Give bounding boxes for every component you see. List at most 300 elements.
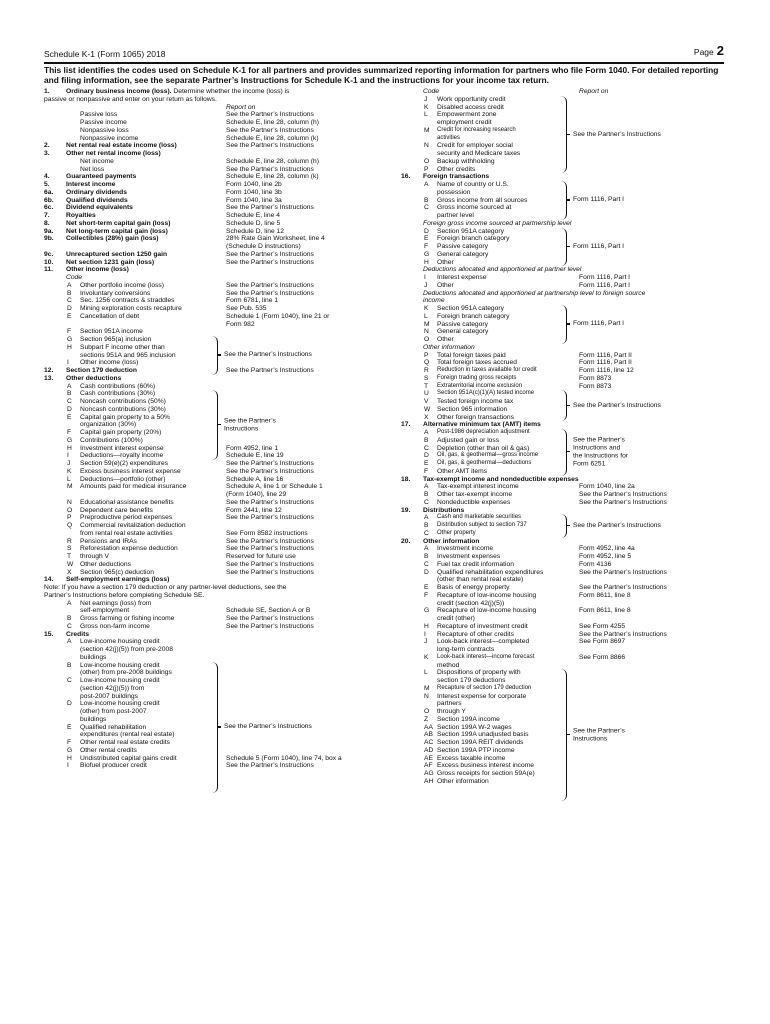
report-on-value: See the Partner’s Instructions [226, 126, 314, 134]
report-on-value: Schedule SE, Section A or B [226, 607, 311, 615]
line-description: Code [66, 274, 82, 281]
code-letter: E [424, 584, 429, 591]
line-description: Passive loss [80, 111, 118, 119]
report-on-value: See the Partner’s Instructions [226, 281, 314, 289]
brace-label-line: See the Partner’s Instructions [224, 351, 312, 359]
line-description: Contributions (100%) [80, 436, 143, 444]
code-letter: T [424, 382, 429, 390]
line-row [44, 654, 374, 662]
line-row [44, 290, 374, 298]
form-title: Schedule K-1 (Form 1065) 2018 [44, 49, 166, 59]
line-description: Net rental real estate income (loss) [66, 142, 177, 150]
line-number: 13. [44, 374, 54, 382]
line-description: Low-income housing credit [80, 661, 160, 669]
code-letter: I [424, 274, 426, 281]
line-description: Credits [66, 630, 90, 638]
line-description: Fuel tax credit information [437, 560, 514, 568]
line-description-note: Determine whether the income (loss) is [171, 88, 290, 95]
line-description: Low-income housing credit [80, 677, 160, 684]
line-description: Other information [423, 343, 475, 351]
report-on-value: See the Partner’s Instructions [226, 622, 314, 630]
brace-label [573, 131, 661, 139]
line-number: 6a. [44, 188, 54, 196]
line-row [401, 352, 731, 360]
line-row [44, 600, 374, 608]
line-row [44, 204, 374, 212]
code-letter: A [424, 429, 429, 436]
line-row [44, 135, 374, 143]
line-description: Net short-term capital gain (loss) [66, 219, 171, 227]
code-letter: F [67, 429, 72, 436]
line-description: Credit for increasing research [437, 126, 516, 133]
line-description: Look-back interest—completed [437, 638, 530, 646]
code-letter: F [67, 739, 72, 746]
line-row [401, 654, 731, 662]
line-description: Empowerment zone [437, 111, 497, 119]
code-letter: C [67, 622, 72, 630]
line-description: Cash and marketable securities [437, 514, 522, 521]
report-on-value: Schedule A, line 16 [226, 475, 284, 483]
line-description: organization (30%) [80, 421, 137, 429]
line-description: Other [437, 336, 454, 343]
line-row [401, 631, 731, 639]
code-letter: E [67, 413, 72, 421]
report-on-value: See the Partner’s Instructions [226, 289, 314, 297]
report-on-value: Schedule E, line 28, column (k) [226, 134, 319, 142]
code-letter: J [67, 460, 71, 467]
line-description: Undistributed capital gains credit [80, 754, 177, 762]
code-letter: D [67, 305, 72, 312]
line-row [44, 313, 374, 321]
right-column [401, 88, 731, 1018]
line-row [44, 607, 374, 615]
line-description: Mining exploration costs recapture [80, 305, 182, 312]
code-letter: C [424, 560, 429, 568]
brace-label [573, 197, 624, 205]
line-row [44, 584, 374, 592]
brace-icon [561, 305, 567, 344]
report-on-value: Form 1040, line 2a [579, 483, 635, 491]
brace-group [561, 390, 731, 421]
code-letter: C [424, 498, 429, 506]
line-row [44, 119, 374, 127]
line-description: Total foreign taxes accrued [437, 359, 517, 367]
line-number: 9c. [44, 250, 54, 258]
line-row [44, 514, 374, 522]
line-description: Net long-term capital gain (loss) [66, 227, 168, 235]
report-on-value: Form 1040, line 3a [226, 196, 282, 204]
line-description: Post-1986 depreciation adjustment [437, 429, 530, 435]
brace-label-line: See the Partner’s [573, 436, 625, 444]
report-on-value: See the Partner’s Instructions [226, 142, 314, 150]
line-row [401, 646, 731, 654]
line-number: 14. [44, 576, 54, 584]
brace-label-line: See the Partner’s [224, 417, 276, 425]
line-description: Other rental credits [80, 746, 137, 754]
report-on-value: See Form 4255 [579, 622, 626, 630]
report-on-value: See the Partner’s Instructions [226, 258, 314, 266]
line-description: security and Medicare taxes [437, 150, 521, 157]
line-description: Net section 1231 gain (loss) [66, 258, 155, 266]
line-description: Nonpassive loss [80, 126, 129, 134]
code-letter: A [67, 281, 72, 289]
line-description: sections 951A and 965 inclusion [80, 351, 176, 359]
line-description: Partner’s Instructions before completing Schedule SE. [44, 591, 205, 599]
line-number: 2. [44, 142, 50, 150]
line-row [44, 615, 374, 623]
line-description: Guaranteed payments [66, 173, 137, 181]
code-letter: Q [424, 359, 430, 367]
line-number: 8. [44, 219, 50, 227]
report-on-heading: Report on [579, 88, 609, 95]
code-letter: E [67, 723, 72, 731]
code-letter: AE [424, 754, 433, 762]
line-row [44, 530, 374, 538]
line-number: 12. [44, 367, 54, 374]
code-letter: P [67, 514, 72, 522]
report-on-value: See the Partner’s Instructions [579, 630, 667, 638]
line-row [44, 476, 374, 484]
code-letter: O [424, 336, 430, 343]
line-description: Section 951A category [437, 305, 504, 312]
brace-icon [561, 429, 567, 476]
code-letter: B [424, 491, 429, 498]
line-description: (section 42(j)(5)) from pre-2008 [80, 646, 173, 653]
code-letter: K [424, 103, 429, 111]
brace-group [212, 662, 382, 794]
code-letter: Z [424, 715, 429, 723]
line-description: Alternative minimum tax (AMT) items [423, 421, 541, 429]
code-letter: B [424, 196, 429, 204]
report-on-value: Schedule A, line 1 or Schedule 1 [226, 483, 323, 491]
line-row [44, 321, 374, 329]
line-description: buildings [80, 653, 107, 661]
line-row [401, 282, 731, 290]
code-letter: C [424, 204, 429, 212]
line-description: Dividend equivalents [66, 204, 133, 212]
report-on-value: Form 4952, line 4a [579, 545, 635, 553]
line-description: Cancellation of debt [80, 312, 140, 320]
code-letter: J [424, 281, 428, 289]
line-row [44, 158, 374, 166]
line-description: Section 199A PTP income [437, 746, 515, 754]
code-letter: D [424, 227, 429, 235]
line-row [44, 274, 374, 282]
brace-group [561, 669, 731, 801]
line-description: Unrecaptured section 1250 gain [66, 250, 168, 258]
line-row [401, 607, 731, 615]
code-letter: R [67, 537, 72, 545]
line-row [44, 173, 374, 181]
line-row [401, 545, 731, 553]
line-description: Total foreign taxes paid [437, 351, 506, 359]
code-letter: A [424, 514, 429, 522]
code-letter: AB [424, 731, 433, 739]
report-on-value: Form 1116, Part I [579, 274, 631, 281]
line-description: Reforestation expense deduction [80, 545, 178, 553]
line-row [44, 235, 374, 243]
brace-label [573, 321, 624, 329]
line-description: Investment expenses [437, 553, 501, 560]
line-description: Nonpassive income [80, 134, 139, 142]
line-row [401, 561, 731, 569]
report-on-value: Reserved for future use [226, 553, 296, 560]
report-on-value: Form 4136 [579, 560, 612, 568]
line-row [401, 553, 731, 561]
line-description: Cash contributions (30%) [80, 390, 156, 398]
report-on-value: Form 2441, line 12 [226, 506, 282, 514]
line-description: Distribution subject to section 737 [437, 522, 527, 528]
line-row [401, 499, 731, 507]
line-row [44, 259, 374, 267]
brace-icon [561, 390, 567, 421]
code-letter: F [424, 243, 429, 250]
line-description: General category [437, 250, 489, 258]
line-row [401, 584, 731, 592]
line-number: 3. [44, 150, 50, 157]
code-letter: W [67, 560, 74, 568]
line-description: Recapture of other credits [437, 630, 514, 638]
code-letter: A [424, 483, 429, 491]
line-description: Excess taxable income [437, 754, 506, 762]
code-letter: B [424, 553, 429, 560]
code-letter: G [424, 250, 430, 258]
line-description: Recapture of low-income housing [437, 591, 537, 599]
line-description: Cash contributions (60%) [80, 382, 156, 390]
line-description: Other [437, 258, 454, 266]
code-letter: D [424, 568, 429, 576]
code-letter: J [424, 95, 428, 103]
line-row [401, 383, 731, 391]
report-on-value: Schedule 5 (Form 1040), line 74, box a [226, 754, 342, 762]
line-row [44, 592, 374, 600]
line-row [401, 576, 731, 584]
line-description: Ordinary business income (loss). Determine whether the income (loss) is [66, 88, 290, 95]
left-column [44, 88, 374, 1018]
line-description: from rental real estate activities [80, 529, 173, 537]
brace-icon [561, 514, 567, 537]
line-row [401, 483, 731, 491]
code-letter: H [424, 258, 429, 266]
line-row [44, 576, 374, 584]
report-on-value: See the Partner’s Instructions [226, 165, 314, 173]
line-row [44, 383, 374, 391]
line-row [44, 181, 374, 189]
report-on-value: Form 8611, line 8 [579, 591, 631, 599]
line-description: Excess business interest income [437, 762, 535, 770]
line-description: Capital gain property (20%) [80, 429, 162, 436]
line-description: Basis of energy property [437, 584, 510, 591]
line-row [44, 638, 374, 646]
line-description: possession [437, 188, 471, 196]
brace-group [561, 305, 731, 344]
brace-label-line: Form 1116, Part I [573, 196, 625, 204]
line-description: post-2007 buildings [80, 692, 138, 700]
code-letter: E [424, 460, 429, 467]
code-letter: Q [67, 522, 73, 529]
line-description: Qualified rehabilitation expenditures [437, 568, 544, 576]
brace-icon [212, 336, 218, 375]
line-description: Section 951A income [80, 328, 143, 336]
line-description: Other deductions [80, 560, 131, 568]
line-description: Work opportunity credit [437, 95, 506, 103]
line-description: Gross receipts for section 59A(e) [437, 770, 535, 777]
line-description: Involuntary conversions [80, 289, 151, 297]
report-on-value: See the Partner’s Instructions [226, 615, 314, 622]
line-row [401, 375, 731, 383]
line-description: Interest expense [437, 274, 487, 281]
line-description: Net income [80, 157, 114, 165]
report-on-value: (Schedule D instructions) [226, 243, 301, 250]
line-description: partner level [437, 212, 474, 219]
line-description: Depletion (other than oil & gas) [437, 444, 530, 452]
line-description: Note: If you have a section 179 deduction or any partner-level deductions, see the [44, 584, 287, 591]
line-description: Backup withholding [437, 157, 495, 165]
code-letter: C [67, 677, 72, 684]
report-on-value: See the Partner’s Instructions [579, 498, 667, 506]
report-on-value: See the Partner’s Instructions [226, 545, 314, 553]
line-row [44, 545, 374, 553]
report-on-value: See Form 8866 [579, 653, 626, 661]
code-letter: O [424, 157, 430, 165]
line-description: Other deductions [66, 374, 122, 382]
line-description: Other AMT items [437, 467, 488, 475]
line-description: Foreign trading gross receipts [437, 374, 517, 381]
line-description: Gross non-farm income [80, 622, 150, 630]
line-description: Foreign transactions [423, 173, 490, 181]
report-on-heading: Report on [226, 103, 256, 111]
line-row [44, 623, 374, 631]
line-description: Oil, gas, & geothermal—gross income [437, 452, 539, 459]
code-letter: AH [424, 777, 434, 785]
line-description: Section 59(e)(2) expenditures [80, 460, 169, 467]
line-row [401, 266, 731, 274]
code-letter: G [424, 607, 430, 615]
line-row [401, 507, 731, 515]
line-description: Reduction in taxes available for credit [437, 367, 537, 373]
line-description: Interest expense for corporate [437, 692, 527, 700]
line-row [44, 104, 374, 112]
report-on-value: See the Partner’s Instructions [579, 491, 667, 498]
line-description: Dependent care benefits [80, 506, 153, 514]
line-description: Ordinary dividends [66, 188, 127, 196]
code-letter: K [424, 653, 429, 661]
line-description: Deductions allocated and apportioned at partner level [423, 266, 582, 274]
line-description: Other foreign transactions [437, 413, 514, 421]
line-description: Recapture of low-income housing [437, 607, 537, 615]
report-on-value: Form 1116, Part I [579, 281, 631, 289]
line-description: Tax-exempt interest income [437, 483, 519, 491]
line-description: method [437, 661, 460, 669]
line-description: (other than rental real estate) [437, 576, 524, 584]
line-row [401, 600, 731, 608]
brace-group [561, 429, 731, 476]
line-description: (other) from post-2007 [80, 708, 147, 715]
report-on-value: See the Partner’s Instructions [226, 111, 314, 119]
line-description: Other [437, 281, 454, 289]
code-letter: H [67, 754, 72, 762]
line-description: Low-income housing credit [80, 700, 160, 708]
code-letter: O [424, 708, 430, 715]
code-letter: D [67, 700, 72, 708]
line-row [44, 96, 374, 104]
line-description: Pensions and IRAs [80, 537, 137, 545]
report-on-value: See the Partner’s Instructions [226, 250, 314, 258]
brace-label-line: Form 1116, Part I [573, 320, 625, 328]
line-description: Passive category [437, 320, 488, 328]
brace-icon [561, 181, 567, 220]
code-letter: C [67, 297, 72, 305]
line-row [44, 142, 374, 150]
line-row [44, 460, 374, 468]
line-description: Deductions—portfolio (other) [80, 475, 166, 483]
code-letter: L [67, 475, 71, 483]
line-row [44, 111, 374, 119]
line-description: Disabled access credit [437, 103, 504, 111]
code-letter: I [67, 359, 69, 367]
code-letter: N [67, 498, 72, 506]
code-letter: F [424, 591, 429, 599]
line-description: Collectibles (28%) gain (loss) [66, 235, 159, 243]
code-letter: F [67, 328, 72, 336]
brace-label-line: See the Partner’s [573, 727, 625, 735]
report-on-value: Form 4952, line 1 [226, 444, 279, 452]
code-letter: A [67, 638, 72, 646]
code-letter: X [424, 413, 429, 421]
line-description: employment credit [437, 119, 492, 126]
line-description: Look-back interest—income forecast [437, 653, 535, 660]
line-description: Amounts paid for medical insurance [80, 483, 187, 491]
code-letter: K [67, 467, 72, 475]
report-on-value: Form 6781, line 1 [226, 297, 279, 305]
code-letter: AC [424, 739, 434, 746]
report-on-value: Form 1116, Part II [579, 351, 632, 359]
line-row [401, 569, 731, 577]
line-row [401, 274, 731, 282]
line-number: 6c. [44, 204, 54, 212]
report-on-value: See the Partner’s Instructions [226, 498, 314, 506]
line-description: Oil, gas, & geothermal—deductions [437, 460, 532, 466]
line-description: Distributions [423, 506, 465, 514]
line-description: Nondeductible expenses [437, 498, 511, 506]
line-row [401, 367, 731, 375]
line-description: Subpart F income other than [80, 343, 165, 351]
line-row [44, 491, 374, 499]
line-row [401, 344, 731, 352]
code-letter: B [67, 661, 72, 669]
report-on-value: See the Partner’s Instructions [226, 460, 314, 467]
code-letter: P [424, 351, 429, 359]
code-letter: B [424, 522, 429, 529]
line-description: Section 199A W-2 wages [437, 723, 512, 731]
report-on-value: 28% Rate Gain Worksheet, line 4 [226, 235, 325, 243]
line-row [44, 189, 374, 197]
line-description: Other information [423, 537, 480, 545]
line-row [401, 220, 731, 228]
brace-group [561, 96, 731, 174]
page-header [44, 43, 724, 63]
report-on-value: Schedule D, line 12 [226, 227, 284, 235]
line-description: passive or nonpassive and enter on your return as follows. [44, 95, 217, 103]
line-number: 17. [401, 421, 411, 429]
line-description: expenditures (rental real estate) [80, 731, 175, 739]
line-number: 18. [401, 475, 411, 483]
line-description: Net loss [80, 165, 105, 173]
line-description: Other credits [437, 165, 476, 173]
line-description: Sec. 1256 contracts & straddles [80, 297, 175, 305]
code-letter: I [67, 452, 69, 460]
brace-icon [561, 96, 567, 174]
